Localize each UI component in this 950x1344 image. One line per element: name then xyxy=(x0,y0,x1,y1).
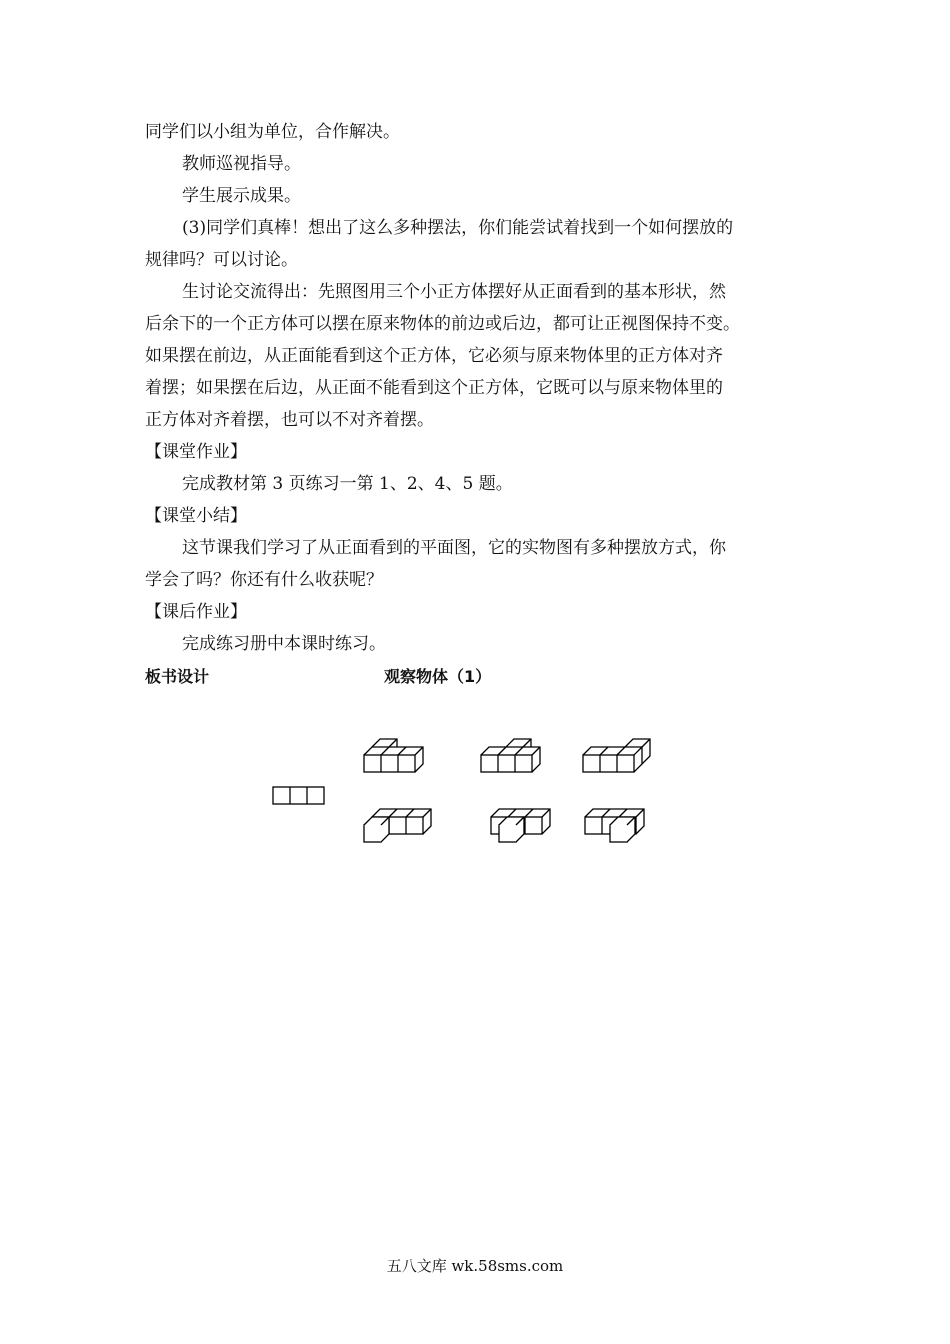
front-view-squares xyxy=(273,787,324,804)
paragraph-line: 生讨论交流得出：先照图用三个小正方体摆好从正面看到的基本形状，然 xyxy=(182,282,726,302)
section-heading-after-class: 【课后作业】 xyxy=(145,602,247,622)
section-heading-homework: 【课堂作业】 xyxy=(145,442,247,462)
cube-arrangement-3 xyxy=(583,739,650,772)
paragraph-line: 这节课我们学习了从正面看到的平面图，它的实物图有多种摆放方式，你 xyxy=(182,538,726,558)
board-design-label: 板书设计 xyxy=(145,667,210,686)
section-heading-summary: 【课堂小结】 xyxy=(145,506,247,526)
cube-arrangement-6 xyxy=(585,809,644,842)
paragraph-line: 完成教材第 3 页练习一第 1、2、4、5 题。 xyxy=(182,474,513,494)
paragraph-line: 教师巡视指导。 xyxy=(182,154,301,174)
cube-arrangement-4 xyxy=(364,809,431,842)
paragraph-line: 学生展示成果。 xyxy=(182,186,301,206)
board-title: 观察物体（1） xyxy=(384,667,492,686)
cube-arrangement-5 xyxy=(491,809,550,842)
paragraph-line: 后余下的一个正方体可以摆在原来物体的前边或后边，都可让正视图保持不变。 xyxy=(145,314,740,334)
paragraph-line: (3)同学们真棒！想出了这么多种摆法，你们能尝试着找到一个如何摆放的 xyxy=(182,218,734,238)
paragraph-line: 规律吗？可以讨论。 xyxy=(145,250,298,270)
paragraph-line: 同学们以小组为单位，合作解决。 xyxy=(145,122,400,142)
cube-arrangement-2 xyxy=(481,739,540,772)
footer-watermark: 五八文库 wk.58sms.com xyxy=(386,1257,564,1275)
paragraph-line: 学会了吗？你还有什么收获呢？ xyxy=(145,570,383,590)
paragraph-line: 正方体对齐着摆，也可以不对齐着摆。 xyxy=(145,410,434,430)
cube-arrangement-1 xyxy=(364,739,423,772)
paragraph-line: 如果摆在前边，从正面能看到这个正方体，它必须与原来物体里的正方体对齐 xyxy=(145,346,723,366)
paragraph-line: 完成练习册中本课时练习。 xyxy=(182,634,386,654)
paragraph-line: 着摆；如果摆在后边，从正面不能看到这个正方体，它既可以与原来物体里的 xyxy=(145,378,723,398)
